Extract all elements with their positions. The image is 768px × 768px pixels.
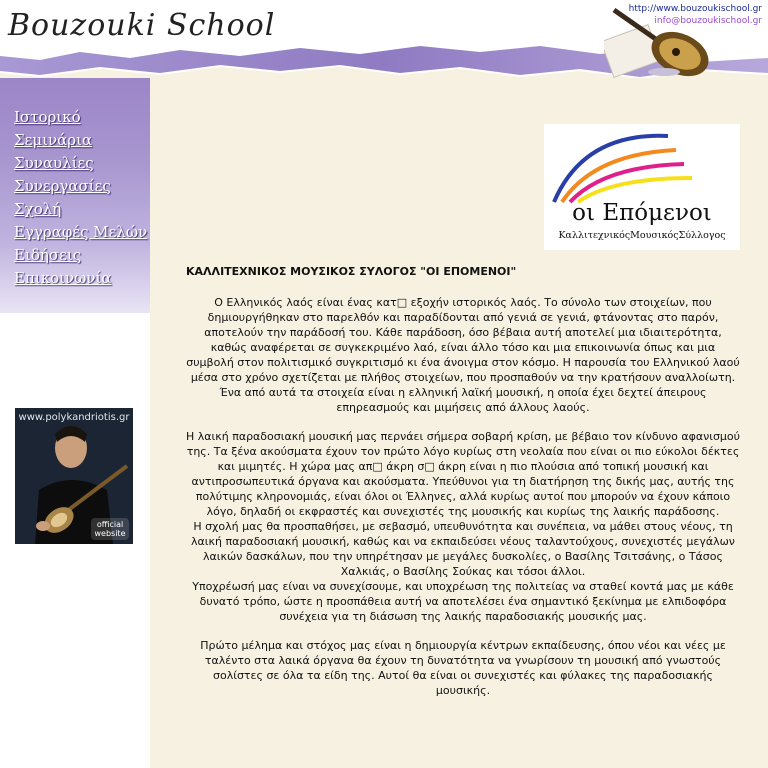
nav-item-history[interactable]: Ιστορικό bbox=[14, 108, 81, 126]
sidebar bbox=[0, 78, 150, 768]
article-heading: ΚΑΛΛΙΤΕΧΝΙΚΟΣ ΜΟΥΣΙΚΟΣ ΣΥΛΟΓΟΣ "ΟΙ ΕΠΟΜΕΝΟΙ" bbox=[186, 265, 517, 278]
nav-item-collaborations[interactable]: Συνεργασίες bbox=[14, 177, 111, 195]
promo-url: www.polykandriotis.gr bbox=[18, 412, 130, 423]
logo-subtitle: ΚαλλιτεχνικόςΜουσικόςΣύλλογος bbox=[558, 230, 726, 241]
nav-item-member-registration[interactable]: Εγγραφές Μελών bbox=[14, 223, 148, 241]
nav-item-seminars[interactable]: Σεμινάρια bbox=[14, 131, 93, 149]
main-content bbox=[150, 78, 768, 768]
email-link[interactable]: info@bouzoukischool.gr bbox=[654, 16, 762, 26]
article-paragraph-5: Πρώτο μέλημα και στόχος μας είναι η δημιουργία κέντρων εκπαίδευσης, όπου νέοι και νέες με ταλέντο στα λαικά όργανα θα έχουν τη δυνατότητα να γνωρίσουν τη μουσική από γνωστούς σολίστες σε όλα τα είδη της. Αυτοί θα είναι οι συνεχιστές και φύλακες της παραδοσιακής μουσικής. bbox=[200, 639, 726, 697]
site-url-link[interactable]: http://www.bouzoukischool.gr bbox=[628, 4, 762, 14]
article-paragraph-4: Υποχρέωσή μας είναι να συνεχίσουμε, και υποχρέωση της πολιτείας να σταθεί κοντά μας με κάθε δυνατό τρόπο, ώστε η προσπάθεια αυτή να αποτελέσει ένα σημαντικό ξεκίνημα με ελπιδοφόρα συνέχεια για τη διάσωση της λαικής παραδοσιακής μουσικής μας. bbox=[192, 580, 734, 623]
bouzouki-illustration bbox=[604, 2, 714, 80]
article-paragraph-1: Ο Ελληνικός λαός είναι ένας κατ□ εξοχήν ιστορικός λαός. Το σύνολο των στοιχείων, που δημιουργήθηκαν στο παρελθόν και παραδίδονται από γενιά σε γενιά, φτάνοντας στο παρόν, αποτελούν την παράδοσή του. Κάθε παράδοση, όσο βέβαια αυτή αποτελεί μια ιδιαιτερότητα, καθώς αναφέρεται σε συγκεκριμένο λαό, είναι άλλο τόσο και μια επικοινωνία όπως και μια συμβολή στον πολιτισμικό συγκριτισμό κι ένα άνοιγμα στον κόσμο. Η παρουσία του Ελληνικού λαού μέσα στο χρόνο σχετίζεται με πλήθος στοιχείων, που προσπαθούν να την κρατήσουν αναλλοίωτη. Ένα από αυτά τα στοιχεία είναι η ελληνική λαϊκή μουσική, η οποία έχει δεχτεί άπειρους επηρεασμούς και μιμήσεις από άλλους λαούς. bbox=[186, 296, 740, 414]
association-logo bbox=[544, 124, 740, 250]
sidebar-nav bbox=[14, 106, 147, 290]
site-logo-text[interactable]: Bouzouki School bbox=[8, 8, 276, 43]
nav-item-concerts[interactable]: Συναυλίες bbox=[14, 154, 94, 172]
promo-badge: official website bbox=[91, 518, 129, 540]
nav-item-contact[interactable]: Επικοινωνία bbox=[14, 269, 112, 287]
logo-title: οι Επόμενοι bbox=[572, 200, 712, 226]
promo-banner[interactable] bbox=[15, 408, 133, 544]
article-paragraph-2: Η λαική παραδοσιακή μουσική μας περνάει σήμερα σοβαρή κρίση, με βέβαιο τον κίνδυνο αφανισμού της. Τα ξένα ακούσματα έχουν τον πρώτο λόγο κυρίως στη νεολαία που είναι οι πιο εύκολοι δέκτες και μιμητές. Η χώρα μας απ□ άκρη σ□ άκρη είναι η πιο πλούσια από τοπική μουσική και αντιπροσωπευτικά όργανα και ακούσματα. Υπεύθυνοι για τη διατήρηση της δικής μας, αυτής της πολύτιμης κληρονομιάς, είναι όλοι οι Έλληνες, αλλά κυρίως αυτοί που μπορούν να έχουν κάποιο λόγο, δηλαδή οι εκφραστές και συνεχιστές της μουσικής και κυρίως της λαικής παράδοσης. bbox=[186, 430, 741, 518]
nav-item-news[interactable]: Ειδήσεις bbox=[14, 246, 82, 264]
logo-arcs-icon bbox=[544, 124, 740, 204]
nav-item-school[interactable]: Σχολή bbox=[14, 200, 62, 218]
article bbox=[186, 264, 740, 712]
article-paragraph-3: Η σχολή μας θα προσπαθήσει, με σεβασμό, υπευθυνότητα και συνέπεια, να μάθει στους νέους, τη λαική παραδοσιακή μουσική, καθώς και να εκπαιδεύσει νέους ταλαντούχους, συνεχιστές μεγάλων λαικών δασκάλων, που την υπηρέτησαν με μεγάλες δυσκολίες, ο Βασίλης Τσιτσάνης, ο Τάσος Χαλκιάς, ο Βασίλης Σούκας και τόσοι άλλοι. bbox=[191, 520, 735, 578]
